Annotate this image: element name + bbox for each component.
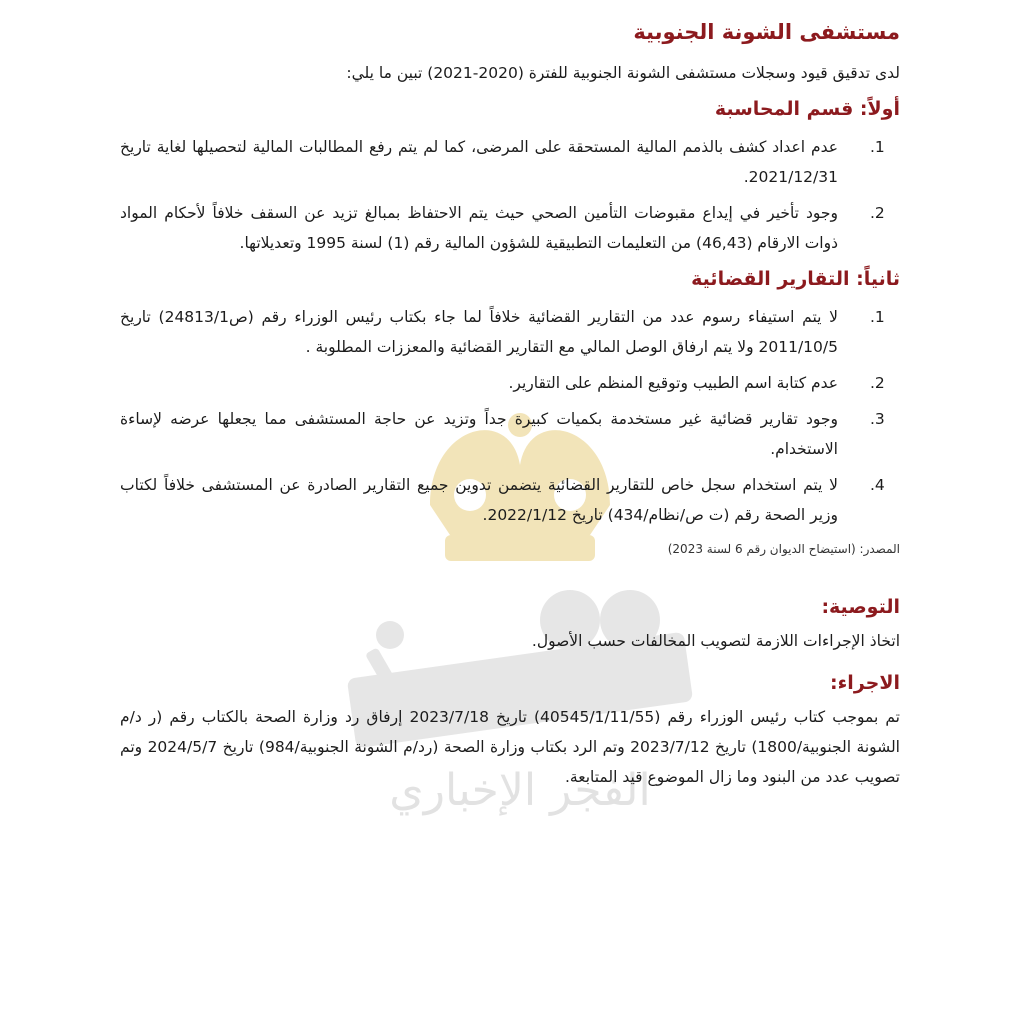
item-number: .3 xyxy=(870,410,885,428)
section-2-list xyxy=(120,302,900,530)
list-item xyxy=(120,198,900,258)
section-1-list xyxy=(120,132,900,258)
item-number: .4 xyxy=(870,476,885,494)
item-text: عدم اعداد كشف بالذمم المالية المستحقة على المرضى، كما لم يتم رفع المطالبات المالية لتحصيلها لغاية تاريخ 2021/12/31. xyxy=(120,138,838,186)
section-1-prefix: أولاً: xyxy=(859,98,900,120)
item-text: لا يتم استيفاء رسوم عدد من التقارير القضائية خلافاً لما جاء بكتاب رئيس الوزراء رقم (ص24813/1) تاريخ 2011/10/5 ولا يتم ارفاق الوصل المالي مع التقارير القضائية والمعززات المطلوبة . xyxy=(120,308,838,356)
source-note: المصدر: (استيضاح الديوان رقم 6 لسنة 2023) xyxy=(667,542,900,556)
section-2-title: التقارير القضائية xyxy=(691,268,850,290)
document-title: مستشفى الشونة الجنوبية xyxy=(633,20,900,44)
list-item xyxy=(120,132,900,192)
action-text: تم بموجب كتاب رئيس الوزراء رقم (40545/1/11/55) تاريخ 2023/7/18 إرفاق رد وزارة الصحة بالكتاب رقم (ر د/م الشونة الجنوبية/1800) تاريخ 2023/7/12 وتم الرد بكتاب وزارة الصحة (رد/م الشونة الجنوبية/984) تاريخ 2024/5/7 وتم تصويب عدد من البنود وما زال الموضوع قيد المتابعة. xyxy=(120,708,900,786)
list-item xyxy=(120,302,900,362)
document-body xyxy=(120,14,900,792)
item-text: عدم كتابة اسم الطبيب وتوقيع المنظم على التقارير. xyxy=(508,374,838,392)
recommendation-heading: التوصية: xyxy=(821,596,900,618)
item-text: وجود تأخير في إيداع مقبوضات التأمين الصحي حيث يتم الاحتفاظ بمبالغ تزيد عن السقف خلافاً لأحكام المواد ذوات الارقام (46,43) من التعليمات التطبيقية للشؤون المالية رقم (1) لسنة 1995 وتعديلاتها. xyxy=(120,204,838,252)
section-2-prefix: ثانياً: xyxy=(856,268,900,290)
item-number: .1 xyxy=(870,138,885,156)
list-item xyxy=(120,470,900,530)
recommendation-text: اتخاذ الإجراءات اللازمة لتصويب المخالفات حسب الأصول. xyxy=(531,632,900,650)
item-text: لا يتم استخدام سجل خاص للتقارير القضائية يتضمن تدوين جميع التقارير الصادرة عن المستشفى خلافاً لكتاب وزير الصحة رقم (ت ص/نظام/434) تاريخ 2022/1/12. xyxy=(120,476,838,524)
intro-paragraph: لدى تدقيق قيود وسجلات مستشفى الشونة الجنوبية للفترة (2020-2021) تبين ما يلي: xyxy=(346,64,900,82)
watermark-text: الفجر الإخباري xyxy=(389,765,651,816)
section-2-heading xyxy=(120,262,900,296)
item-number: .1 xyxy=(870,308,885,326)
item-number: .2 xyxy=(870,204,885,222)
list-item xyxy=(120,368,900,398)
section-spacer xyxy=(120,560,900,586)
item-text: وجود تقارير قضائية غير مستخدمة بكميات كبيرة جداً وتزيد عن حاجة المستشفى مما يجعلها عرضه لإساءة الاستخدام. xyxy=(120,410,838,458)
list-item xyxy=(120,404,900,464)
section-1-title: قسم المحاسبة xyxy=(714,98,854,120)
section-1-heading xyxy=(120,92,900,126)
item-number: .2 xyxy=(870,374,885,392)
action-heading: الاجراء: xyxy=(830,672,900,694)
